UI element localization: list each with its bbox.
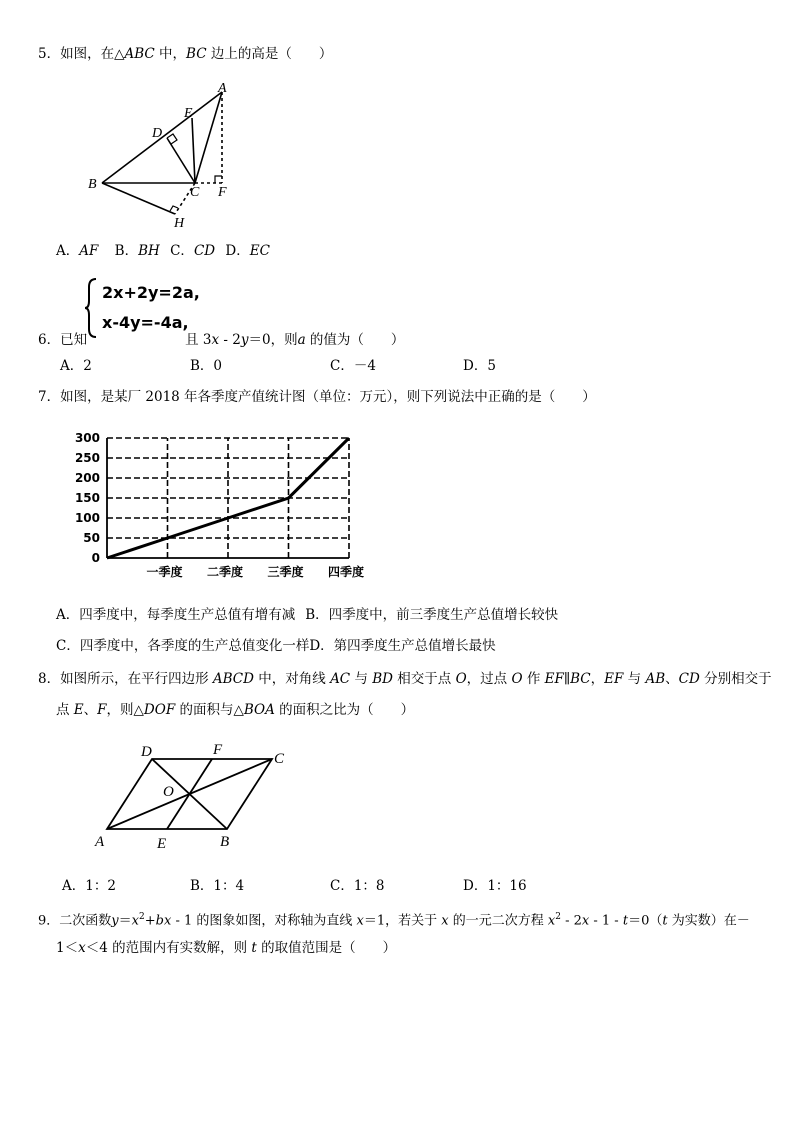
label-c: C [190,185,200,200]
label-h: H [174,216,185,231]
option-a[interactable]: A．四季度中，每季度生产总值有增有减 [56,607,296,623]
question-8-stem-line-1: 8．如图所示，在平行四边形 ABCD 中，对角线 AC 与 BD 相交于点 O，过点 O 作 EF∥BC，EF 与 AB、CD 分别相交于 [38,671,772,687]
x-tick-label: 三季度 [267,565,304,579]
quarterly-output-chart [60,428,390,588]
x-tick-label: 二季度 [206,565,244,579]
option-d[interactable]: D．EC [225,243,270,259]
question-7-options-row-2 [56,636,496,656]
option-d[interactable]: D．5 [463,358,496,374]
label-b: B [220,834,230,850]
option-a[interactable]: A．1：2 [62,878,116,894]
y-tick-label: 300 [74,431,100,445]
option-c[interactable]: C．四季度中，各季度的生产总值变化一样 [56,638,310,654]
y-tick-label: 100 [74,511,100,525]
option-a[interactable]: A．AF [56,243,99,259]
x-tick-label: 四季度 [327,565,365,579]
question-9-stem-line-2: 1＜x＜4 的范围内有实数解，则 t 的取值范围是（ ） [56,940,397,956]
option-d[interactable]: D．1：16 [463,878,527,894]
parallelogram-figure [90,738,300,854]
right-angle-f [215,176,222,183]
y-tick-label: 0 [91,551,100,565]
segment-ca [195,92,222,183]
option-b[interactable]: B．1：4 [190,878,245,894]
label-e: E [157,836,167,852]
option-b[interactable]: B．BH [114,243,160,259]
segment-ce [192,118,195,183]
option-c[interactable]: C．CD [170,243,216,259]
option-a[interactable]: A．2 [60,358,92,374]
system-equation-2: x-4y=-4a, [102,313,189,332]
option-d[interactable]: D．第四季度生产总值增长最快 [309,638,496,654]
question-7-options-row-1 [56,605,558,625]
option-b[interactable]: B．0 [190,358,223,374]
label-a: A [95,834,105,850]
label-o: O [163,784,174,800]
x-tick-label: 一季度 [146,565,183,579]
label-c: C [274,751,285,767]
option-c[interactable]: C．－4 [330,358,376,374]
y-tick-label: 250 [74,451,100,465]
question-5-options [56,241,270,261]
option-b[interactable]: B．四季度中，前三季度生产总值增长较快 [305,607,559,623]
question-5-stem: 5．如图，在△ABC 中，BC 边上的高是（ ） [38,46,333,62]
y-tick-label: 50 [83,531,100,545]
y-tick-label: 150 [74,491,100,505]
question-9-stem-line-1: 9．二次函数$y=x^2+bx - 1$ 的图象如图，对称轴为直线 x＝1，若关于 x 的一元二次方程 $x^2 - 2x - 1 - t=0(t$ 为实数）在－ [38,912,750,929]
system-equation-1: 2x+2y=2a, [102,283,200,302]
triangle-abc-figure [80,80,250,240]
label-e: E [184,106,193,121]
y-tick-label: 200 [74,471,100,485]
question-8-stem-line-2: 点 E、F，则△DOF 的面积与△BOA 的面积之比为（ ） [56,702,415,718]
question-7-stem: 7．如图，是某厂 2018 年各季度产值统计图（单位：万元），则下列说法中正确的是（ ） [38,389,596,405]
label-d: D [141,744,152,760]
option-c[interactable]: C．1：8 [330,878,385,894]
question-number: 5． [38,46,61,62]
segment-bh [102,183,175,214]
label-b: B [88,177,97,192]
label-f: F [213,742,223,758]
label-f: F [218,185,227,200]
label-d: D [152,126,163,141]
segment-cd [167,138,195,183]
question-6-stem: 6．已知 且 3x - 2y＝0，则a 的值为（ ） [38,332,405,348]
label-a: A [218,81,227,96]
